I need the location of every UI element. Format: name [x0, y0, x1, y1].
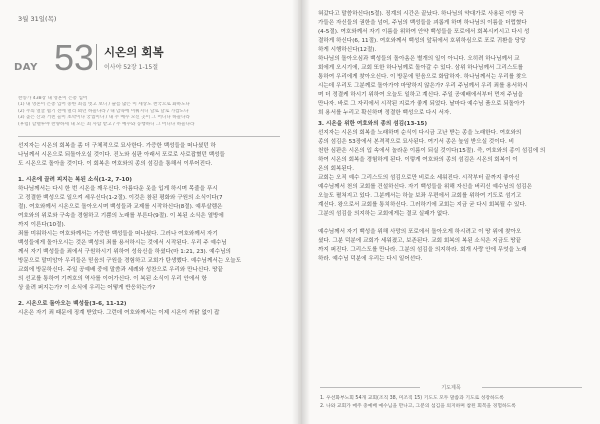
text-line: 셨다. 그분 덕분에 교회가 세워졌고, 보존된다. 교회 회복의 복된 소식은 지금도 땅끝 [318, 238, 522, 244]
text-line: 만나자. 바로 그 자리에서 시작된 지료가 좋게 되었다. 날마다 예수님 품으로 되돌아가 [318, 101, 525, 107]
section-heading: 3. 시온을 위한 여호와의 종의 섬김(13-15) [318, 121, 428, 127]
section-heading: 1. 시온에 끌려 피지는 복된 소식(1-2, 7-10) [18, 177, 132, 183]
text-line: 혀갔다고 말씀하신다(5절). 징계의 시간은 끝났다. 하나님의 약대가로 사용된 이방 국 [318, 11, 524, 17]
section-2-continued [318, 10, 580, 118]
hymn-verse: (1) 내 영혼이 은총 입어 중한 죄짐 벗고 보니 / 슬픔 많은 이 세상도 천국으로 화하도다 [18, 102, 190, 108]
text-line: 절). 여호와께서 시온으로 돌아오시며 백성들과 교제를 시작하신다(8절). 예루살렘은 [18, 204, 223, 210]
text-line: 가들은 자신들의 권한을 넘어, 주님의 백성들을 괴롭게 하며 하나님의 이름을 더럽혔다 [318, 20, 527, 26]
hymn-verse: (2) 주의 얼굴 뵙기 전에 멀리 뵈던 하늘나라 / 내 맘속에 이뤄지니 날로 날로 가깝도다 [18, 108, 189, 114]
text-line: 까지 이른다(10절). [18, 222, 66, 228]
text-line: 회에게 오시기에, 교회 또한 하나님께로 돌아갈 수 있다. 삼위 하나님께서 그리스도를 [318, 65, 524, 71]
date-label: 3월 31일(목) [18, 15, 57, 23]
text-line: 희 용서를 누리고 확신하며 정결한 백성으로 다시 서자. [318, 110, 452, 116]
text-line [318, 219, 580, 228]
text-line: 예수님께서 천의 교회를 건설하신다. 자기 백성들을 위해 자신을 버리신 예수님의 섬김은 [318, 184, 533, 190]
text-line: 종의 섬김은 53장에서 본격적으로 묘사된다. 여기서 종은 높임 받으실 것이다. 비 [318, 139, 514, 145]
text-line: 백성들에게 돌아오시는 것은 백성의 죄를 용서하시는 것에서 시작된다. 우리 주 예수님 [18, 240, 227, 246]
text-line: 하여 시온의 회복을 경험하게 된다. 이렇게 여호와의 종의 섬김은 시온의 회복이 이 [318, 157, 518, 163]
text-line: 예수님께서 자기 백성을 위해 사망의 포로에서 돌아오게 하시려고 이 땅 위에 찾아오 [318, 229, 522, 235]
text-line: 천한 심판은 시온의 입 속에서 놀라운 이름이 되실 것이다(15절). 즉, 여호와의 종이 섬김에 의 [318, 148, 546, 154]
section-divider [18, 136, 280, 137]
text-line: 오늘도 펼쳐지고 있다. 그분께서는 하늘 보좌 우편에서 교회를 위하여 기도로 섬기고 [318, 193, 522, 199]
prayer-item: 2. 나와 교회가 매주 충예배 예수님을 만나고, 그분의 섬김을 의지하며 참된 회복을 경험하도록 [320, 404, 516, 409]
text-line: 선지자는 시온의 회복을 좀 더 구체적으로 묘사한다. 가증한 백성들을 떠나셨던 하 [18, 143, 216, 149]
text-line: 하게 시행하신다(12절). [318, 47, 377, 53]
title-divider [96, 44, 97, 70]
day-number: 53 [54, 37, 95, 78]
text-line: 결하게 하신다(6, 11절). 여호와께서 백성의 앞뒤에서 호위하심으로 포로 귀환을 당당 [318, 38, 526, 44]
text-line: 도 시온으로 돌아올 것이다. 이 회복은 여호와의 종의 섬김을 통해서 이루어진다. [18, 161, 213, 167]
text-line: 고 정결한 백성으로 일으켜 세우신다(1-2절). 이것은 참된 평화와 구원의 소식이다(7 [18, 195, 223, 201]
section-heading: 2. 시온으로 돌아오는 백성들(3-6, 11-12) [18, 301, 127, 307]
text-line: 선지자는 시온의 회복을 노래하며 순식이 다시금 고난 받는 종을 노래한다. 여호와의 [318, 130, 522, 136]
text-line: 하나님께서는 다시 한 번 시온을 깨우신다. 아름다운 옷을 입게 하시며 목줄을 푸시 [18, 186, 218, 192]
text-line: 하나님의 돌아오심과 백성들의 돌아옴은 별개의 일이 아니다. 오히려 하나님께서 교 [318, 56, 520, 62]
prayer-box [320, 384, 582, 411]
text-line: 계신다. 왕으로서 교회를 통치하신다. 그러하기에 교회는 지금 굳 다시 회복될 수 있다. [318, 202, 527, 208]
text-line: 까지 퍼진다. 그리스도를 만나라. 그분의 섬김을 의지하라. 회개 사랑 안에 무엇을 노래 [318, 247, 527, 253]
text-line: 나님께서 시온으로 되돌아오실 것이다. 진노와 심판 아래서 포로로 사로잡혔던 백성들 [18, 152, 225, 158]
hymn-chorus: (후렴) 할렐루야 찬양하세 내 모든 죄 사함 받고 / 주 예수와 동행하니 그 어디나 하늘나라 [18, 121, 195, 127]
text-line: 통하여 우리에게 찾아오신다. 이 방문에 믿음으로 화답하자. 하나님께서는 우리를 찾으 [318, 74, 527, 80]
page-title: 시온의 회복 [104, 45, 164, 59]
book-gutter [292, 0, 310, 424]
text-line: 시온은 자기 죄 때문에 징계 받았다. 그런데 여호와께서는 이제 시온이 까닭 없이 잡 [18, 310, 220, 316]
section-2 [18, 300, 280, 318]
text-line: 방문으로 말미암아 우리들은 믿음의 구원을 경험하고 교회가 탄생했다. 예수님께서는 오늘도 [18, 258, 242, 264]
scripture-reference: 이사야 52장 1-15절 [104, 64, 159, 71]
text-line: 그분의 섬김을 의지하는 교회에게는 결코 실패가 없다. [318, 211, 450, 217]
text-line: 여호와의 위로와 구속을 경험하고 기쁨의 노래를 부른다(9절). 이 복된 소식은 열방에 [18, 213, 224, 219]
text-line: 며 더 정결케 하시기 위하여 오늘도 일하고 계신다. 주일 공예배에서부터 먼저 주님을 [318, 92, 524, 98]
hymn-block [18, 96, 280, 128]
text-line: 교회에 방문하신다. 주일 공예배 중에 말씀과 세례와 성찬으로 우리와 만나신다. 땅끝 [18, 267, 224, 273]
text-line: 하라. 예수님 덕분에 우리는 다시 일어선다. [318, 256, 423, 262]
day-label: DAY [14, 62, 38, 73]
intro-paragraph [18, 142, 280, 169]
text-line: 상 울려 퍼지는가? 이 소식에 우리는 어떻게 반응하는가? [18, 285, 156, 291]
text-line: 께서 자기 백성들을 죄에서 구원하시기 위하여 성육신을 하셨다(마 1:21, 23). 예수님의 [18, 249, 231, 255]
section-3 [318, 120, 580, 264]
prayer-item: 1. 우선화부노회 54개 교회(조직 38, 미조직 15) 기도도 모두 말씀과 기도로 성장하도록 [320, 396, 504, 401]
text-line: 교회는 오직 예수 그리스도의 섬김으로만 비로소 세워진다. 시작부터 끝까지 좋아신 [318, 175, 520, 181]
text-line: 온의 회복된다. [318, 166, 354, 172]
text-line: 시는데 우리도 그분께로 돌아가야 마땅하지 않은가? 우리 주님께서 우리 죄를 용서하시 [318, 83, 528, 89]
text-line: 의 선교를 통하여 기꺼호의 역사를 이어가신다. 이 복된 소식이 우리 안에서 항 [18, 276, 207, 282]
text-line: (4-5절). 여호와께서 자기 이름을 위하여 안약 백성들을 포로에서 회복시키시고 다시 성 [318, 29, 530, 35]
text-line: 죄를 미워하시는 여호와께서는 가증한 백성들을 떠나셨다. 그러나 여호와께서 자기 [18, 231, 218, 237]
section-1 [18, 176, 280, 293]
prayer-title: 기도제목 [320, 384, 582, 391]
hymn-title: 찬송가 438장 내 영혼이 은총 입어 [18, 96, 88, 101]
left-page [0, 0, 298, 424]
hymn-verse: (3) 높은 산과 거친 들이 초막이나 궁궐이나 / 내 주 예수 모신 곳이 그 어디나 하늘나라 [18, 115, 190, 121]
right-page [302, 0, 600, 424]
